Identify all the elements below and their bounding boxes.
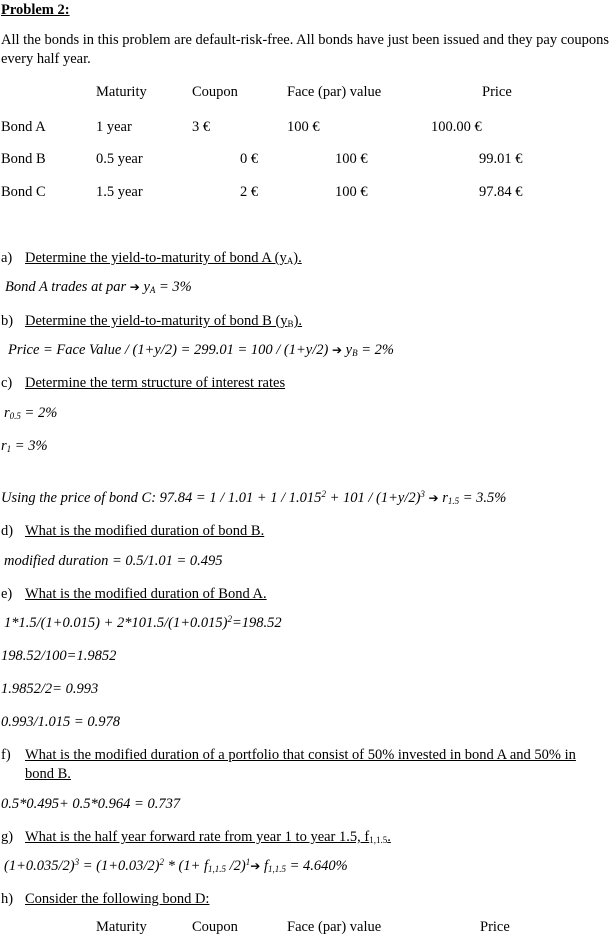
table-cell-coupon: 3 € (192, 119, 211, 135)
table-header-price: Price (482, 84, 512, 100)
table-cell-maturity: 1.5 year (96, 184, 143, 200)
question-label: b) (1, 313, 14, 329)
question-a-text: Determine the yield-to-maturity of bond A $(y_A)$. (25, 250, 302, 266)
answer-f: 0.5*0.495+ 0.5*0.964 = 0.737 (1, 796, 181, 812)
table-row-name: Bond B (1, 151, 46, 167)
answer-e-step2: 198.52/100=1.9852 (1, 648, 117, 664)
answer-g: $(1+0.035/2)^3 = (1+0.03/2)^2 * (1+ f_{1,1.5}$ /2)$^1$➔ $f_{1,1.5} = 4.640\%$ (4, 857, 348, 874)
problem-title: Problem 2: (1, 2, 70, 18)
question-f-text-line2: bond B. (25, 766, 71, 782)
arrow-icon: ➔ (331, 343, 343, 357)
question-g-text: What is the half year forward rate from year 1 to year 1.5, $f_{1,1.5}$. (25, 829, 391, 845)
answer-c-r15: Using the price of bond C: $97.84 = 1 / 1.01 + 1 / 1.015^2 + 101 / (1+y/2)^3$ ➔ $r_{1.5} = 3.5\%$ (1, 489, 507, 506)
answer-d: modified duration = 0.5/1.01 = 0.495 (4, 553, 223, 569)
question-h-text: Consider the following bond D: (25, 891, 210, 907)
table-header-face: Face (par) value (287, 84, 382, 100)
table2-header-coupon: Coupon (192, 919, 238, 935)
table-header-maturity: Maturity (96, 84, 147, 100)
answer-e-step3: 1.9852/2= 0.993 (1, 681, 99, 697)
question-label: h) (1, 891, 14, 907)
answer-e-step1: $1*1.5/(1+0.015) + 2*101.5/(1+0.015)^2=198.52$ (4, 614, 282, 631)
question-label: f) (1, 747, 11, 763)
answer-a: Bond A trades at par ➔ $y_A = 3\%$ (5, 279, 192, 295)
table-cell-price: 97.84 € (479, 184, 523, 200)
arrow-icon: ➔ (428, 491, 439, 505)
arrow-icon: ➔ (250, 859, 261, 873)
question-c-text: Determine the term structure of interest rates (25, 375, 286, 391)
question-f-text-line1: What is the modified duration of a portfolio that consist of 50% invested in bond A and 50% in (25, 747, 576, 763)
question-e-text: What is the modified duration of Bond A. (25, 586, 267, 602)
table-header-coupon: Coupon (192, 84, 238, 100)
answer-c-r05: $r_{0.5} = 2\%$ (4, 405, 58, 421)
table-cell-face: 100 € (287, 119, 320, 135)
question-label: d) (1, 523, 14, 539)
table-row-name: Bond C (1, 184, 46, 200)
table-cell-price: 100.00 € (431, 119, 482, 135)
question-label: g) (1, 829, 14, 845)
table-cell-maturity: 1 year (96, 119, 132, 135)
table-row-name: Bond A (1, 119, 46, 135)
table-cell-price: 99.01 € (479, 151, 523, 167)
table-cell-maturity: 0.5 year (96, 151, 143, 167)
arrow-icon: ➔ (129, 280, 140, 294)
problem-intro: All the bonds in this problem are default-risk-free. All bonds have just been issued and they pay coupons every half year. (1, 32, 610, 68)
question-d-text: What is the modified duration of bond B. (25, 523, 265, 539)
table2-header-price: Price (480, 919, 510, 935)
answer-e-step4: 0.993/1.015 = 0.978 (1, 714, 120, 730)
table-cell-face: 100 € (335, 184, 368, 200)
question-label: c) (1, 375, 13, 391)
table-cell-coupon: 0 € (240, 151, 259, 167)
answer-b: Price = Face Value / (1+y/2) = 299.01 = 100 / (1+y/2) ➔ $y_B = 2\%$ (8, 342, 394, 358)
question-label: a) (1, 250, 13, 266)
answer-c-r1: $r_1 = 3\%$ (1, 438, 48, 454)
question-b-text: Determine the yield-to-maturity of bond B $(y_B)$. (25, 313, 303, 329)
table-cell-face: 100 € (335, 151, 368, 167)
question-label: e) (1, 586, 13, 602)
table2-header-face: Face (par) value (287, 919, 382, 935)
table-cell-coupon: 2 € (240, 184, 259, 200)
table2-header-maturity: Maturity (96, 919, 147, 935)
